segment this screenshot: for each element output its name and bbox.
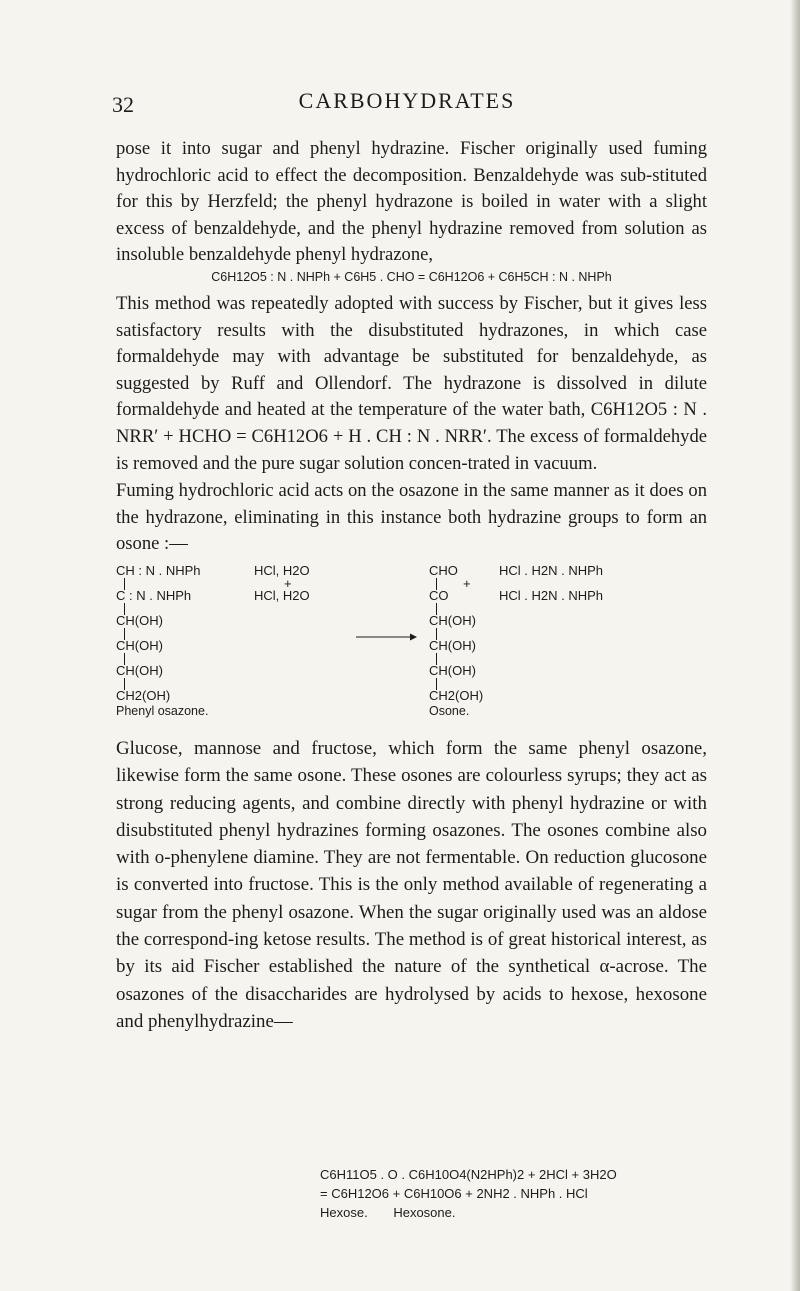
page-number: 32 [112, 92, 134, 117]
osone-row-1: CHO [429, 563, 458, 578]
running-title: CARBOHYDRATES [298, 88, 516, 113]
osazone-row-5: CH(OH) [116, 663, 163, 678]
osazone-row-1: CH : N . NHPh [116, 563, 201, 578]
equation-hydrolysis [320, 1165, 617, 1222]
osone-row-3: CH(OH) [429, 613, 476, 628]
hexosone-caption: Hexosone. [393, 1205, 456, 1220]
osone-reaction-scheme [116, 563, 716, 723]
osone-row-6: CH2(OH) [429, 688, 484, 703]
osazone-row-3: CH(OH) [116, 613, 163, 628]
paragraph-4: Glucose, mannose and fructose, which form the same phenyl osazone, likewise form the same osone. These osones are colourless syrups; they act as strong reducing agents, and combine directly with phenyl hydrazine or with disubstituted phenyl hydrazines forming osazones. The osones combine also with o-phenylene diamine. They are not fermentable. On reduction glucosone is converted into fructose. This is the only method available of regenerating a sugar from the phenyl osazone. When the sugar originally used was an aldose the correspond-ing ketose results. The method is of great historical interest, as by its aid Fischer established the nature of the synthetical α-acrose. The osazones of the disaccharides are hydrolysed by acids to hexose, hexosone and phenylhydrazine— [116, 738, 707, 1032]
reagent-bottom: HCl, H2O [254, 588, 310, 603]
equation-hydrolysis-captions [320, 1203, 617, 1222]
paragraph-3: Fuming hydrochloric acid acts on the osazone in the same manner as it does on the hydrazone, eliminating in this instance both hydrazine groups to form an osone :— [116, 480, 707, 555]
osazone-caption: Phenyl osazone. [116, 704, 209, 718]
paragraph-2-tail: The excess of formaldehyde is removed and the pure sugar solution concen-trated in vacuum. [116, 425, 708, 474]
paragraph-2-text: This method was repeatedly adopted with success by Fischer, but it gives less satisfactory results with the disubstituted hydrazones, in which case formaldehyde may with advantage be substituted for benzaldehyde, as suggested by Ruff and Ollendorf. The hydrazone is dissolved in dilute formaldehyde and heated at the temperature of the water bath, [116, 293, 707, 421]
equation-benzaldehyde: C6H12O5 : N . NHPh + C6H5 . CHO = C6H12O6 + C6H5CH : N . NHPh [211, 270, 612, 284]
osone-row-2: CO [429, 588, 449, 603]
osone-row-4: CH(OH) [429, 638, 476, 653]
product-top: HCl . H2N . NHPh [499, 563, 604, 578]
reaction-arrow-icon [356, 631, 418, 643]
page-header [112, 88, 702, 128]
paragraph-2 [116, 291, 707, 477]
equation-hydrolysis-line-2: = C6H12O6 + C6H10O6 + 2NH2 . NHPh . HCl [320, 1186, 588, 1201]
osone-caption: Osone. [429, 704, 470, 718]
reagent-plus: + [284, 576, 292, 591]
reagent-top: HCl, H2O [254, 563, 310, 578]
osone-row-5: CH(OH) [429, 663, 476, 678]
equation-hydrolysis-line-1: C6H11O5 . O . C6H10O4(N2HPh)2 + 2HCl + 3H2O [320, 1167, 617, 1182]
product-plus: + [463, 576, 471, 591]
paragraph-1: pose it into sugar and phenyl hydrazine. Fischer originally used fuming hydrochloric acid to effect the decomposition. Benzaldehyde was sub-stituted for this by Herzfeld; the phenyl hydrazone is boiled in water with a slight excess of benzaldehyde, and the phenyl hydrazine removed from solution as insoluble benzaldehyde phenyl hydrazone, [116, 138, 707, 266]
osazone-row-2: C : N . NHPh [116, 588, 192, 603]
page-edge-shadow [790, 0, 800, 1291]
osazone-row-6: CH2(OH) [116, 688, 171, 703]
product-bottom: HCl . H2N . NHPh [499, 588, 604, 603]
osazone-row-4: CH(OH) [116, 638, 163, 653]
hexose-caption: Hexose. [320, 1205, 368, 1220]
equation-formaldehyde: C6H12O5 : N . NRR′ + HCHO = C6H12O6 + H . CH : N . NRR′. [116, 399, 707, 447]
